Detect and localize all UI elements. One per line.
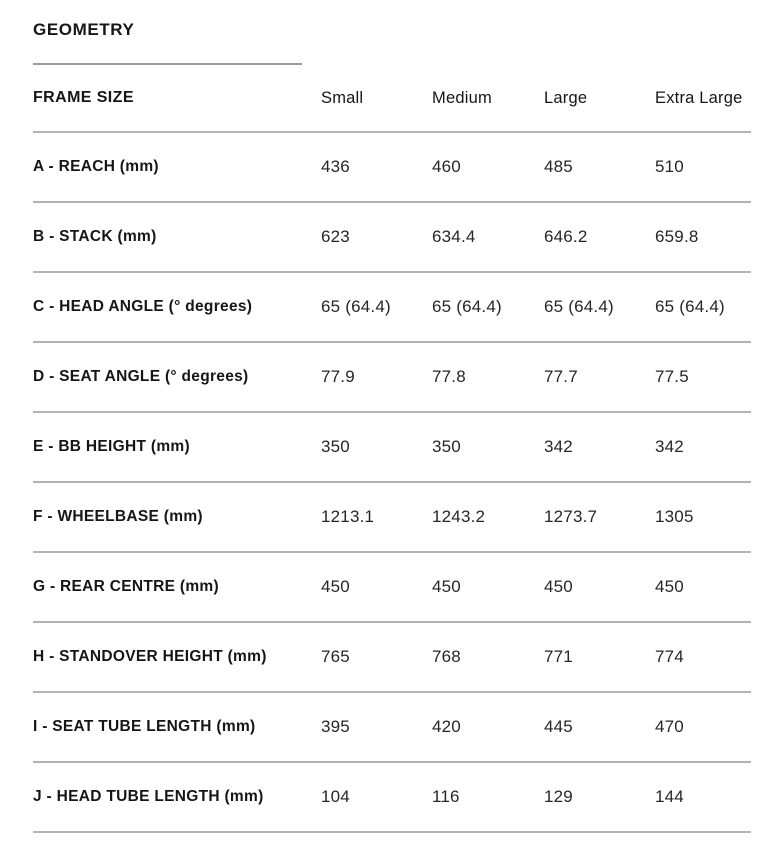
frame-size-header: FRAME SIZE <box>33 89 134 106</box>
table-row-stack <box>33 203 751 273</box>
table-row-head-angle <box>33 273 751 343</box>
row-value-large: 485 <box>544 157 573 176</box>
row-label: G - REAR CENTRE (mm) <box>33 578 219 595</box>
row-value-small: 104 <box>321 787 350 806</box>
row-value-extra-large: 470 <box>655 717 684 736</box>
row-value-small: 436 <box>321 157 350 176</box>
column-header-medium: Medium <box>432 88 492 107</box>
row-value-small: 450 <box>321 577 350 596</box>
row-value-medium: 420 <box>432 717 461 736</box>
row-value-extra-large: 144 <box>655 787 684 806</box>
row-label: F - WHEELBASE (mm) <box>33 508 203 525</box>
row-value-small: 65 (64.4) <box>321 297 391 316</box>
table-row-seat-tube-length <box>33 693 751 763</box>
row-value-small: 623 <box>321 227 350 246</box>
row-value-small: 395 <box>321 717 350 736</box>
row-value-extra-large: 65 (64.4) <box>655 297 725 316</box>
row-value-medium: 450 <box>432 577 461 596</box>
row-label: E - BB HEIGHT (mm) <box>33 438 190 455</box>
row-value-medium: 350 <box>432 437 461 456</box>
row-label: D - SEAT ANGLE (° degrees) <box>33 368 249 385</box>
row-label: H - STANDOVER HEIGHT (mm) <box>33 648 267 665</box>
row-label: C - HEAD ANGLE (° degrees) <box>33 298 253 315</box>
row-value-extra-large: 1305 <box>655 507 694 526</box>
row-value-medium: 634.4 <box>432 227 476 246</box>
row-value-small: 350 <box>321 437 350 456</box>
row-value-extra-large: 510 <box>655 157 684 176</box>
row-value-small: 77.9 <box>321 367 355 386</box>
row-value-medium: 116 <box>432 787 460 806</box>
table-row-rear-centre <box>33 553 751 623</box>
row-label: B - STACK (mm) <box>33 228 157 245</box>
table-row-standover-height <box>33 623 751 693</box>
row-value-extra-large: 342 <box>655 437 684 456</box>
row-value-medium: 77.8 <box>432 367 466 386</box>
row-value-medium: 65 (64.4) <box>432 297 502 316</box>
row-value-medium: 460 <box>432 157 461 176</box>
row-value-medium: 768 <box>432 647 461 666</box>
row-value-medium: 1243.2 <box>432 507 486 526</box>
row-value-small: 1213.1 <box>321 507 375 526</box>
column-header-small: Small <box>321 88 364 107</box>
row-value-extra-large: 774 <box>655 647 684 666</box>
table-header-row <box>33 65 751 133</box>
row-value-small: 765 <box>321 647 350 666</box>
table-row-reach <box>33 133 751 203</box>
table-row-seat-angle <box>33 343 751 413</box>
section-title: GEOMETRY <box>33 20 135 39</box>
row-value-extra-large: 659.8 <box>655 227 699 246</box>
table-row-bb-height <box>33 413 751 483</box>
geometry-table <box>33 65 751 833</box>
row-value-large: 342 <box>544 437 573 456</box>
row-value-large: 450 <box>544 577 573 596</box>
row-value-large: 129 <box>544 787 573 806</box>
row-value-extra-large: 450 <box>655 577 684 596</box>
row-value-extra-large: 77.5 <box>655 367 689 386</box>
row-label: J - HEAD TUBE LENGTH (mm) <box>33 788 264 805</box>
table-row-wheelbase <box>33 483 751 553</box>
column-header-extra-large: Extra Large <box>655 88 743 107</box>
row-value-large: 445 <box>544 717 573 736</box>
row-label: A - REACH (mm) <box>33 158 159 175</box>
table-row-head-tube-length <box>33 763 751 833</box>
row-value-large: 771 <box>544 647 573 666</box>
column-header-large: Large <box>544 88 588 107</box>
row-value-large: 1273.7 <box>544 507 598 526</box>
row-value-large: 77.7 <box>544 367 578 386</box>
row-label: I - SEAT TUBE LENGTH (mm) <box>33 718 256 735</box>
row-value-large: 646.2 <box>544 227 588 246</box>
row-value-large: 65 (64.4) <box>544 297 614 316</box>
